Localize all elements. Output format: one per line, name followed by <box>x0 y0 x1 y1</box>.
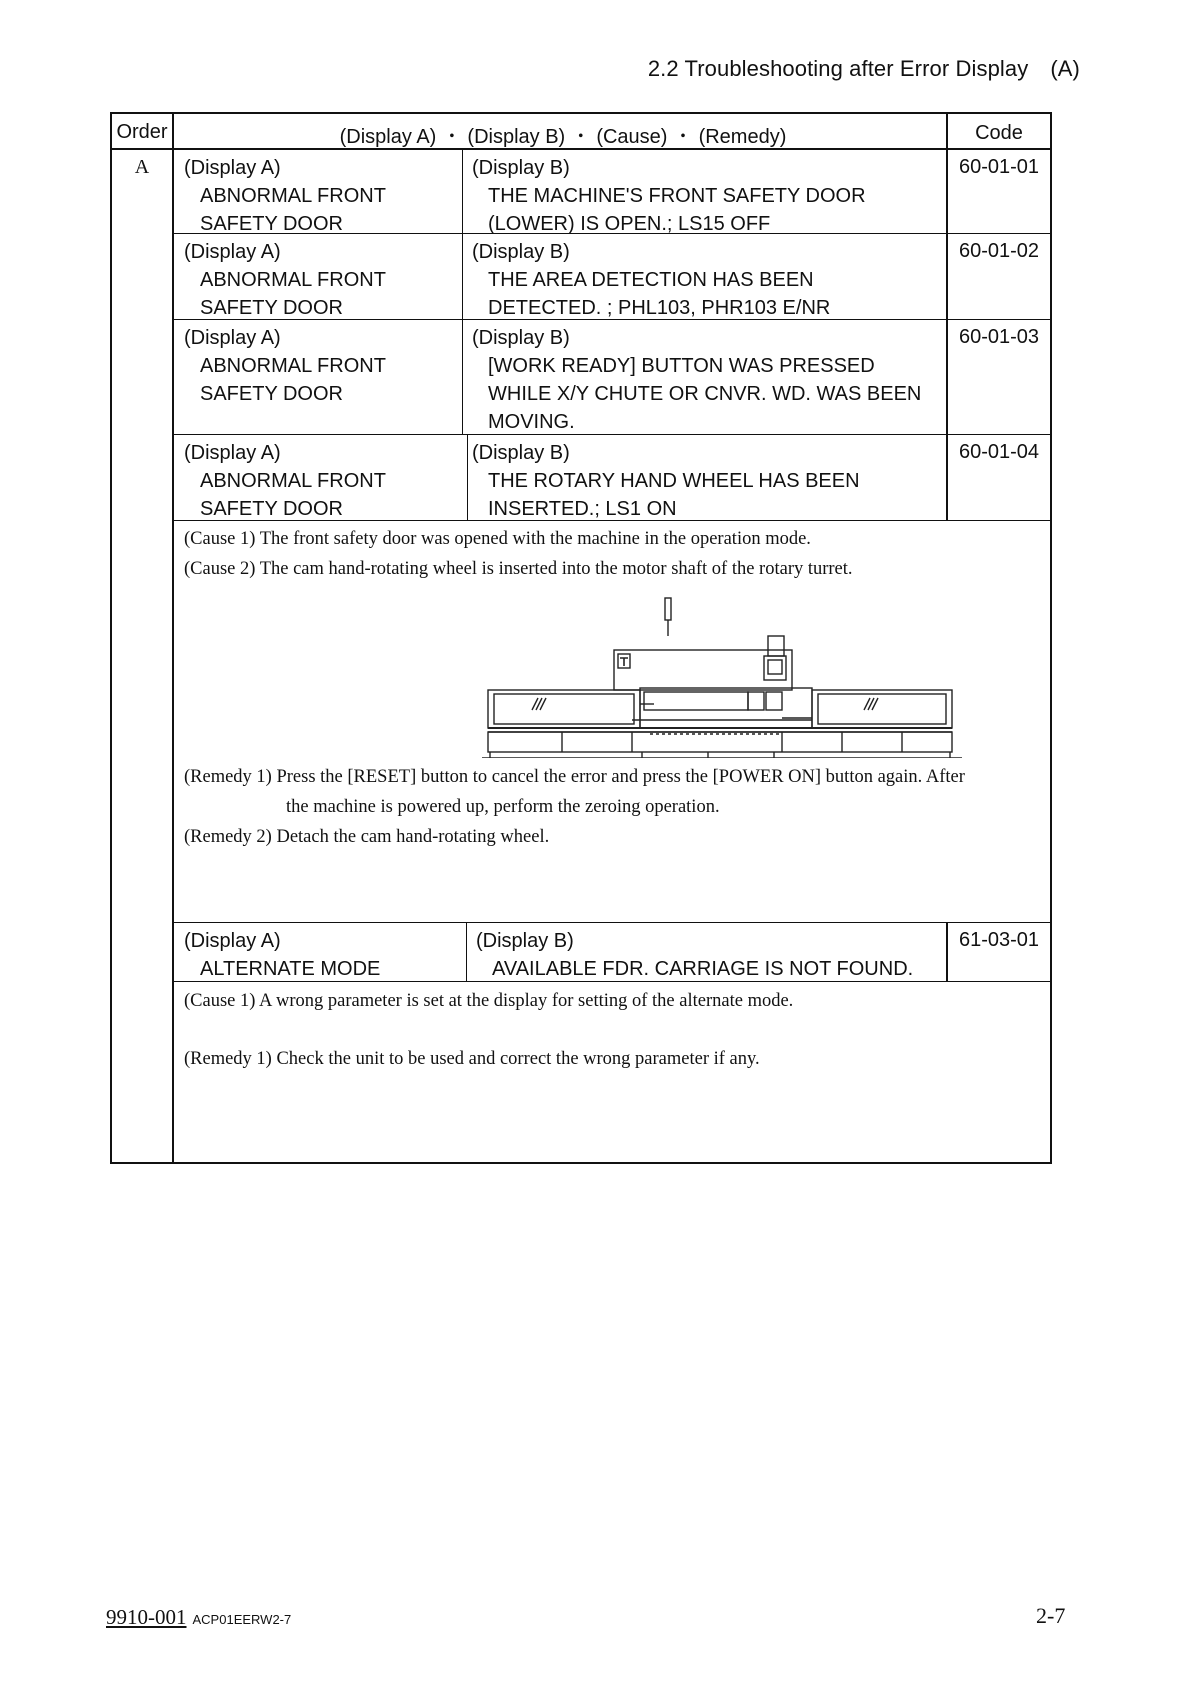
error-code: 61-03-01 <box>958 929 1040 951</box>
display-a-label: (Display A) <box>184 157 281 179</box>
display-a-text: ABNORMAL FRONT <box>200 185 386 207</box>
display-b-text: DETECTED. ; PHL103, PHR103 E/NR <box>488 297 831 319</box>
remedy-list <box>184 762 1042 852</box>
section-title <box>640 56 1080 82</box>
display-b-cell <box>472 154 866 238</box>
table-row <box>174 923 1050 982</box>
display-b-label: (Display B) <box>472 327 570 349</box>
table-header-row <box>112 114 1050 150</box>
display-a-text: SAFETY DOOR <box>200 498 343 520</box>
display-a-label: (Display A) <box>184 327 281 349</box>
error-code: 60-01-01 <box>958 156 1040 178</box>
display-b-text: THE MACHINE'S FRONT SAFETY DOOR <box>488 185 866 207</box>
display-b-text: WHILE X/Y CHUTE OR CNVR. WD. WAS BEEN <box>488 383 922 405</box>
display-b-cell <box>476 927 913 983</box>
table-row <box>174 150 1050 234</box>
display-a-cell <box>184 927 380 983</box>
remedy-list <box>184 1044 1042 1074</box>
error-code: 60-01-02 <box>958 240 1040 262</box>
display-b-text: MOVING. <box>488 411 575 433</box>
display-a-cell <box>184 154 386 238</box>
display-a-text: ABNORMAL FRONT <box>200 470 386 492</box>
cause-item: (Cause 1) The front safety door was opened with the machine in the operation mode. <box>184 529 811 549</box>
remedy-item: (Remedy 2) Detach the cam hand-rotating wheel. <box>184 827 550 847</box>
display-a-text: SAFETY DOOR <box>200 383 343 405</box>
display-a-text: SAFETY DOOR <box>200 213 343 235</box>
display-a-cell <box>184 439 386 523</box>
error-code: 60-01-04 <box>958 441 1040 463</box>
display-b-cell <box>472 439 860 523</box>
display-b-label: (Display B) <box>472 442 570 464</box>
display-b-text: INSERTED.; LS1 ON <box>488 498 677 520</box>
machine-front-view-illustration <box>482 592 962 758</box>
display-a-label: (Display A) <box>184 442 281 464</box>
display-a-text: ALTERNATE MODE <box>200 958 381 980</box>
display-b-cell <box>472 324 921 436</box>
cause-item: (Cause 1) A wrong parameter is set at the display for setting of the alternate mode. <box>184 991 794 1011</box>
order-letter: A <box>134 156 150 178</box>
document-number: 9910-001 <box>106 1605 187 1629</box>
cause-item: (Cause 2) The cam hand-rotating wheel is inserted into the motor shaft of the rotary turret. <box>184 559 853 579</box>
display-a-text: SAFETY DOOR <box>200 297 343 319</box>
cause-list <box>184 524 1042 584</box>
remedy-item-continuation: the machine is powered up, perform the zeroing operation. <box>286 797 720 817</box>
cause-list <box>184 986 1042 1016</box>
table-row <box>174 435 1050 521</box>
document-code: ACP01EERW2-7 <box>192 1612 292 1627</box>
display-a-label: (Display A) <box>184 241 281 263</box>
error-table <box>110 112 1052 1164</box>
error-code: 60-01-03 <box>958 326 1040 348</box>
display-b-cell <box>472 238 830 322</box>
display-a-cell <box>184 238 386 322</box>
display-a-text: ABNORMAL FRONT <box>200 269 386 291</box>
display-a-label: (Display A) <box>184 930 281 952</box>
header-main: (Display A) ・ (Display B) ・ (Cause) ・ (Remedy) <box>339 126 787 148</box>
display-b-text: THE ROTARY HAND WHEEL HAS BEEN <box>488 470 860 492</box>
display-b-label: (Display B) <box>476 930 574 952</box>
section-heading: 2.2 Troubleshooting after Error Display <box>647 56 1029 81</box>
table-row <box>174 234 1050 320</box>
page-number: 2-7 <box>1036 1603 1066 1628</box>
display-b-text: AVAILABLE FDR. CARRIAGE IS NOT FOUND. <box>492 958 914 980</box>
display-a-text: ABNORMAL FRONT <box>200 355 386 377</box>
table-row <box>174 320 1050 435</box>
display-b-text: [WORK READY] BUTTON WAS PRESSED <box>488 355 875 377</box>
display-b-label: (Display B) <box>472 241 570 263</box>
header-code: Code <box>946 114 1050 148</box>
footer-document-id <box>106 1605 291 1630</box>
display-b-text: THE AREA DETECTION HAS BEEN <box>488 269 814 291</box>
display-a-cell <box>184 324 386 408</box>
section-tag: (A) <box>1050 56 1080 81</box>
remedy-item: (Remedy 1) Check the unit to be used and correct the wrong parameter if any. <box>184 1049 760 1069</box>
display-b-label: (Display B) <box>472 157 570 179</box>
display-b-text: (LOWER) IS OPEN.; LS15 OFF <box>488 213 771 235</box>
header-order: Order <box>116 121 168 143</box>
machine-diagram <box>482 592 962 763</box>
remedy-item: (Remedy 1) Press the [RESET] button to cancel the error and press the [POWER ON] button again. After <box>184 767 965 787</box>
